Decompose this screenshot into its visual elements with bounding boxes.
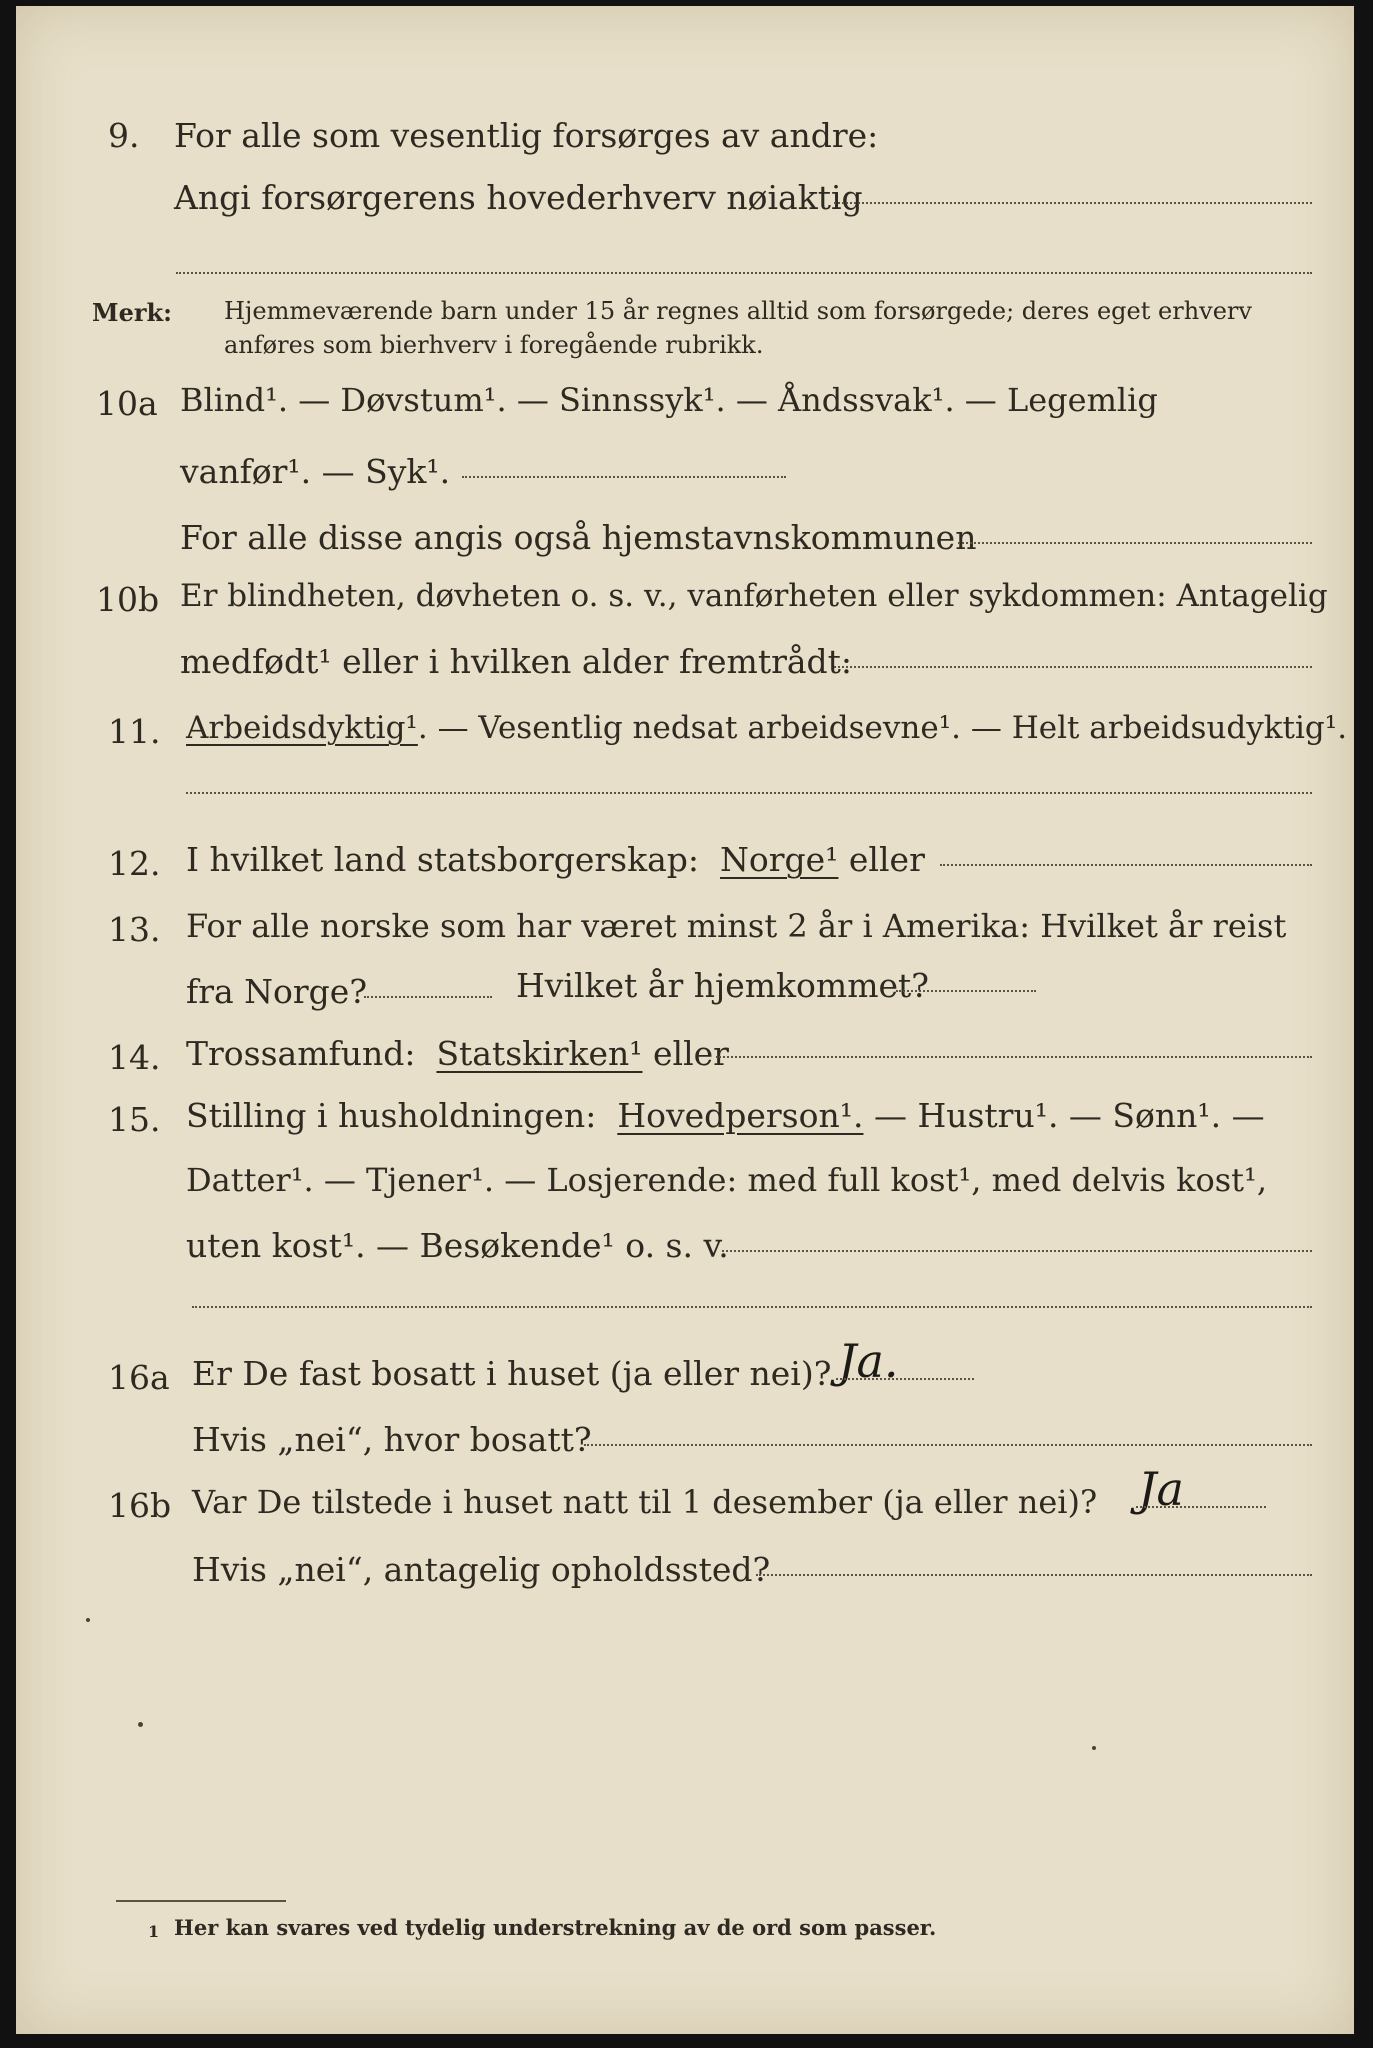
q16b-number: 16b (108, 1486, 172, 1525)
q16a-answer-line[interactable] (836, 1378, 974, 1380)
q16a-line2: Hvis „nei“, hvor bosatt? (192, 1420, 592, 1459)
q11-rest: . — Vesentlig nedsat arbeidsevne¹. — Helt arbeidsudyktig¹. (417, 710, 1348, 746)
q14-number: 14. (108, 1038, 161, 1077)
ink-speck (138, 1722, 143, 1727)
footnote-text: Her kan svares ved tydelig understrekning av de ord som passer. (174, 1915, 937, 1940)
q9-line1: For alle som vesentlig forsørges av andre: (174, 116, 879, 155)
q16b-line1: Var De tilstede i huset natt til 1 desember (ja eller nei)? (192, 1483, 1098, 1521)
q10a-line1: Blind¹. — Døvstum¹. — Sinnssyk¹. — Åndssvak¹. — Legemlig (180, 381, 1158, 419)
q14-answer-line[interactable] (716, 1056, 1312, 1058)
q13-line2b: Hvilket år hjemkommet? (516, 966, 929, 1005)
q11-number: 11. (108, 712, 161, 751)
q15-line2: Datter¹. — Tjener¹. — Losjerende: med full kost¹, med delvis kost¹, (186, 1161, 1268, 1199)
q9-answer-line[interactable] (834, 202, 1312, 204)
q16a-handwritten-answer: Ja. (838, 1334, 899, 1388)
q14-underlined-answer: Statskirken¹ (436, 1034, 643, 1073)
q13-return-year-line[interactable] (896, 990, 1036, 992)
q12-text (186, 840, 925, 880)
q13-line2a: fra Norge? (186, 972, 368, 1011)
q15-answer-line-2[interactable] (192, 1306, 1312, 1308)
q10b-answer-line[interactable] (834, 666, 1312, 668)
ink-speck (86, 1618, 90, 1622)
q10a-number: 10a (96, 384, 158, 423)
q15-number: 15. (108, 1100, 161, 1139)
q12-answer-line[interactable] (940, 864, 1312, 866)
q12-number: 12. (108, 844, 161, 883)
q15-answer-line[interactable] (722, 1250, 1312, 1252)
q9-line2: Angi forsørgerens hovederhverv nøiaktig (174, 178, 863, 217)
ink-speck (1092, 1746, 1096, 1750)
q12-underlined-answer: Norge¹ (720, 840, 839, 879)
q15-line3: uten kost¹. — Besøkende¹ o. s. v. (186, 1226, 729, 1265)
q10b-line1: Er blindheten, døvheten o. s. v., vanførheten eller sykdommen: Antagelig (180, 578, 1328, 614)
footnote-rule (116, 1900, 286, 1902)
q16b-line2: Hvis „nei“, antagelig opholdssted? (192, 1550, 771, 1589)
merk-label: Merk: (92, 298, 172, 327)
q11-underlined-answer: Arbeidsdyktig¹ (186, 710, 418, 746)
q15-underlined-answer: Hovedperson¹. (617, 1096, 864, 1135)
q16b-handwritten-answer: Ja (1138, 1462, 1184, 1516)
q10a-line2: vanfør¹. — Syk¹. (180, 452, 451, 491)
q15-line1-rest: — Hustru¹. — Sønn¹. — (873, 1096, 1265, 1135)
q12-suffix: eller (848, 840, 925, 879)
q11-text (186, 708, 1347, 748)
q10a-hometown-line[interactable] (958, 542, 1312, 544)
q13-line1: For alle norske som har været minst 2 år i Amerika: Hvilket år reist (186, 907, 1287, 945)
q10b-line2: medfødt¹ eller i hvilken alder fremtrådt: (180, 642, 853, 681)
q16a-line1: Er De fast bosatt i huset (ja eller nei)? (192, 1354, 832, 1393)
merk-line1: Hjemmeværende barn under 15 år regnes alltid som forsørgede; deres eget erhverv (224, 297, 1252, 325)
q9-number: 9. (108, 116, 140, 155)
q15-line1 (186, 1096, 1265, 1136)
q12-prefix: I hvilket land statsborgerskap: (186, 840, 700, 879)
q14-suffix: eller (653, 1034, 729, 1073)
q16a-number: 16a (108, 1358, 170, 1397)
q10a-line3: For alle disse angis også hjemstavnskommunen (180, 518, 977, 557)
q10a-answer-line[interactable] (462, 476, 786, 478)
q14-text (186, 1034, 729, 1074)
q16a-residence-line[interactable] (584, 1444, 1312, 1446)
q10b-number: 10b (96, 580, 160, 619)
q11-answer-line[interactable] (186, 792, 1312, 794)
q9-answer-line-2[interactable] (176, 272, 1312, 274)
q13-number: 13. (108, 910, 161, 949)
q13-left-year-line[interactable] (364, 996, 492, 998)
q15-prefix: Stilling i husholdningen: (186, 1096, 597, 1135)
census-form-page (16, 6, 1354, 2034)
merk-line2: anføres som bierhverv i foregående rubrikk. (224, 331, 764, 359)
footnote-mark: 1 (148, 1922, 160, 1941)
q16b-answer-line[interactable] (1136, 1506, 1266, 1508)
q14-prefix: Trossamfund: (186, 1034, 416, 1073)
q16b-whereabouts-line[interactable] (756, 1574, 1312, 1576)
